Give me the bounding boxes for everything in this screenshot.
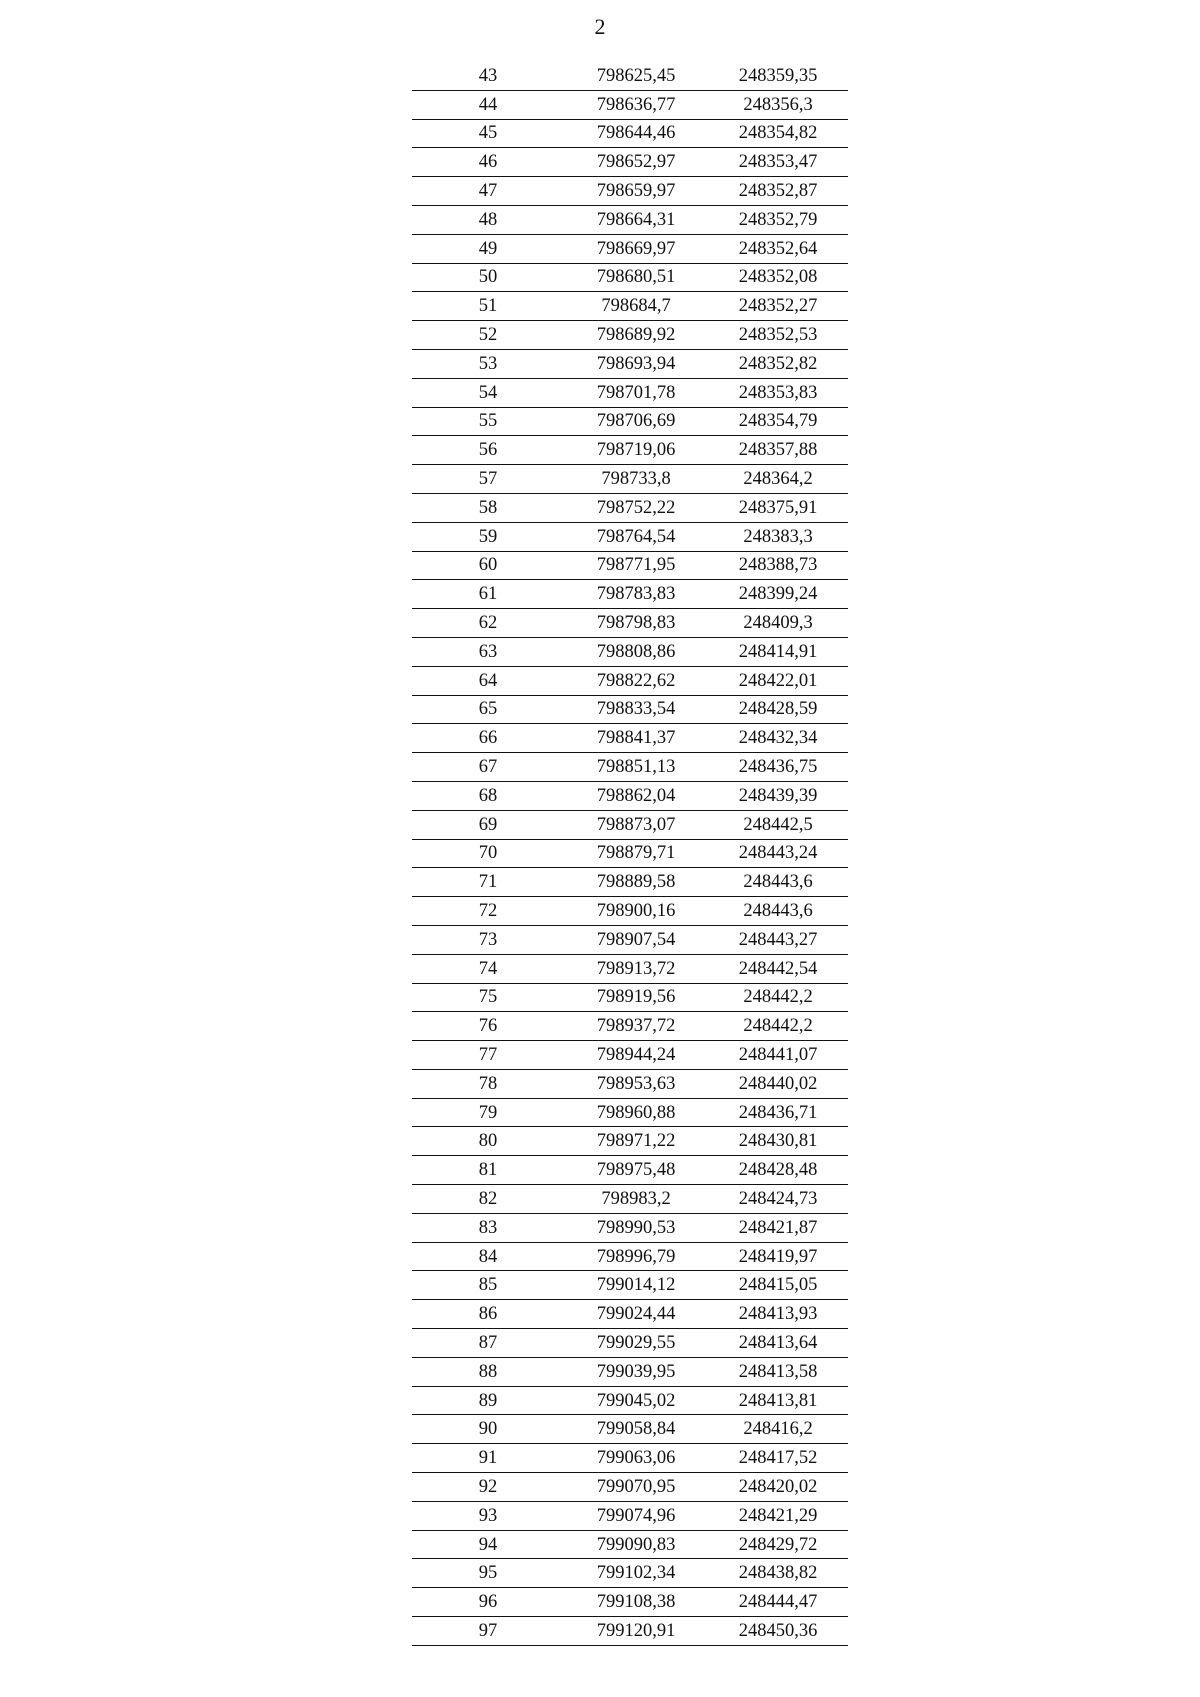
table-row xyxy=(412,1501,848,1530)
point-number-cell: 65 xyxy=(412,695,564,724)
point-number-cell: 69 xyxy=(412,810,564,839)
table-row xyxy=(412,925,848,954)
y-coordinate-cell: 248409,3 xyxy=(708,609,848,638)
point-number-cell: 95 xyxy=(412,1559,564,1588)
x-coordinate-cell: 798913,72 xyxy=(564,954,708,983)
table-row xyxy=(412,1588,848,1617)
x-coordinate-cell: 798669,97 xyxy=(564,234,708,263)
x-coordinate-cell: 798971,22 xyxy=(564,1127,708,1156)
point-number-cell: 63 xyxy=(412,637,564,666)
table-row xyxy=(412,1530,848,1559)
y-coordinate-cell: 248352,79 xyxy=(708,205,848,234)
page-number: 2 xyxy=(594,14,606,39)
point-number-cell: 88 xyxy=(412,1357,564,1386)
table-row xyxy=(412,205,848,234)
point-number-cell: 53 xyxy=(412,349,564,378)
y-coordinate-cell: 248424,73 xyxy=(708,1185,848,1214)
x-coordinate-cell: 798990,53 xyxy=(564,1213,708,1242)
y-coordinate-cell: 248375,91 xyxy=(708,493,848,522)
point-number-cell: 49 xyxy=(412,234,564,263)
x-coordinate-cell: 799108,38 xyxy=(564,1588,708,1617)
point-number-cell: 76 xyxy=(412,1012,564,1041)
point-number-cell: 72 xyxy=(412,897,564,926)
point-number-cell: 92 xyxy=(412,1473,564,1502)
point-number-cell: 60 xyxy=(412,551,564,580)
x-coordinate-cell: 798752,22 xyxy=(564,493,708,522)
x-coordinate-cell: 798719,06 xyxy=(564,436,708,465)
point-number-cell: 86 xyxy=(412,1300,564,1329)
point-number-cell: 74 xyxy=(412,954,564,983)
point-number-cell: 85 xyxy=(412,1271,564,1300)
point-number-cell: 83 xyxy=(412,1213,564,1242)
y-coordinate-cell: 248357,88 xyxy=(708,436,848,465)
point-number-cell: 55 xyxy=(412,407,564,436)
table-row xyxy=(412,1213,848,1242)
x-coordinate-cell: 798684,7 xyxy=(564,292,708,321)
table-row xyxy=(412,1300,848,1329)
point-number-cell: 56 xyxy=(412,436,564,465)
table-row xyxy=(412,1069,848,1098)
y-coordinate-cell: 248439,39 xyxy=(708,781,848,810)
point-number-cell: 90 xyxy=(412,1415,564,1444)
point-number-cell: 84 xyxy=(412,1242,564,1271)
table-row xyxy=(412,263,848,292)
point-number-cell: 89 xyxy=(412,1386,564,1415)
table-row xyxy=(412,1559,848,1588)
y-coordinate-cell: 248419,97 xyxy=(708,1242,848,1271)
y-coordinate-cell: 248430,81 xyxy=(708,1127,848,1156)
y-coordinate-cell: 248442,2 xyxy=(708,1012,848,1041)
y-coordinate-cell: 248443,6 xyxy=(708,897,848,926)
point-number-cell: 43 xyxy=(412,62,564,90)
x-coordinate-cell: 798862,04 xyxy=(564,781,708,810)
table-row xyxy=(412,292,848,321)
table-row xyxy=(412,349,848,378)
x-coordinate-cell: 798841,37 xyxy=(564,724,708,753)
y-coordinate-cell: 248443,27 xyxy=(708,925,848,954)
x-coordinate-cell: 798680,51 xyxy=(564,263,708,292)
x-coordinate-cell: 798733,8 xyxy=(564,465,708,494)
y-coordinate-cell: 248352,64 xyxy=(708,234,848,263)
y-coordinate-cell: 248421,87 xyxy=(708,1213,848,1242)
table-row xyxy=(412,1242,848,1271)
y-coordinate-cell: 248352,08 xyxy=(708,263,848,292)
y-coordinate-cell: 248352,82 xyxy=(708,349,848,378)
x-coordinate-cell: 798983,2 xyxy=(564,1185,708,1214)
table-row xyxy=(412,1185,848,1214)
point-number-cell: 54 xyxy=(412,378,564,407)
y-coordinate-cell: 248444,47 xyxy=(708,1588,848,1617)
x-coordinate-cell: 798996,79 xyxy=(564,1242,708,1271)
y-coordinate-cell: 248352,87 xyxy=(708,177,848,206)
x-coordinate-cell: 798783,83 xyxy=(564,580,708,609)
x-coordinate-cell: 799014,12 xyxy=(564,1271,708,1300)
y-coordinate-cell: 248450,36 xyxy=(708,1617,848,1646)
x-coordinate-cell: 798644,46 xyxy=(564,119,708,148)
table-row xyxy=(412,609,848,638)
point-number-cell: 70 xyxy=(412,839,564,868)
table-row xyxy=(412,436,848,465)
y-coordinate-cell: 248442,5 xyxy=(708,810,848,839)
y-coordinate-cell: 248352,27 xyxy=(708,292,848,321)
table-row xyxy=(412,1473,848,1502)
table-row xyxy=(412,1329,848,1358)
x-coordinate-cell: 798625,45 xyxy=(564,62,708,90)
table-row xyxy=(412,724,848,753)
y-coordinate-cell: 248416,2 xyxy=(708,1415,848,1444)
table-row xyxy=(412,234,848,263)
x-coordinate-cell: 798664,31 xyxy=(564,205,708,234)
table-row xyxy=(412,1098,848,1127)
table-row xyxy=(412,321,848,350)
table-row xyxy=(412,1012,848,1041)
table-row xyxy=(412,148,848,177)
point-number-cell: 66 xyxy=(412,724,564,753)
point-number-cell: 47 xyxy=(412,177,564,206)
x-coordinate-cell: 799070,95 xyxy=(564,1473,708,1502)
point-number-cell: 81 xyxy=(412,1156,564,1185)
point-number-cell: 48 xyxy=(412,205,564,234)
x-coordinate-cell: 799120,91 xyxy=(564,1617,708,1646)
point-number-cell: 45 xyxy=(412,119,564,148)
y-coordinate-cell: 248413,58 xyxy=(708,1357,848,1386)
x-coordinate-cell: 799063,06 xyxy=(564,1444,708,1473)
y-coordinate-cell: 248415,05 xyxy=(708,1271,848,1300)
x-coordinate-cell: 798652,97 xyxy=(564,148,708,177)
point-number-cell: 97 xyxy=(412,1617,564,1646)
table-row xyxy=(412,1415,848,1444)
x-coordinate-cell: 798889,58 xyxy=(564,868,708,897)
table-row xyxy=(412,1617,848,1646)
y-coordinate-cell: 248442,54 xyxy=(708,954,848,983)
y-coordinate-cell: 248364,2 xyxy=(708,465,848,494)
y-coordinate-cell: 248428,59 xyxy=(708,695,848,724)
x-coordinate-cell: 798636,77 xyxy=(564,90,708,119)
table-row xyxy=(412,839,848,868)
table-row xyxy=(412,695,848,724)
point-number-cell: 59 xyxy=(412,522,564,551)
point-number-cell: 78 xyxy=(412,1069,564,1098)
y-coordinate-cell: 248429,72 xyxy=(708,1530,848,1559)
table-row xyxy=(412,1444,848,1473)
x-coordinate-cell: 798701,78 xyxy=(564,378,708,407)
point-number-cell: 82 xyxy=(412,1185,564,1214)
y-coordinate-cell: 248420,02 xyxy=(708,1473,848,1502)
point-number-cell: 67 xyxy=(412,753,564,782)
table-row xyxy=(412,1156,848,1185)
table-row xyxy=(412,897,848,926)
point-number-cell: 51 xyxy=(412,292,564,321)
y-coordinate-cell: 248353,83 xyxy=(708,378,848,407)
point-number-cell: 96 xyxy=(412,1588,564,1617)
y-coordinate-cell: 248353,47 xyxy=(708,148,848,177)
y-coordinate-cell: 248428,48 xyxy=(708,1156,848,1185)
x-coordinate-cell: 798944,24 xyxy=(564,1041,708,1070)
y-coordinate-cell: 248414,91 xyxy=(708,637,848,666)
table-row xyxy=(412,1041,848,1070)
x-coordinate-cell: 799029,55 xyxy=(564,1329,708,1358)
point-number-cell: 91 xyxy=(412,1444,564,1473)
table-row xyxy=(412,90,848,119)
y-coordinate-cell: 248383,3 xyxy=(708,522,848,551)
point-number-cell: 87 xyxy=(412,1329,564,1358)
x-coordinate-cell: 798975,48 xyxy=(564,1156,708,1185)
point-number-cell: 77 xyxy=(412,1041,564,1070)
table-row xyxy=(412,378,848,407)
y-coordinate-cell: 248413,93 xyxy=(708,1300,848,1329)
point-number-cell: 68 xyxy=(412,781,564,810)
point-number-cell: 58 xyxy=(412,493,564,522)
coordinates-table xyxy=(412,62,848,1646)
point-number-cell: 50 xyxy=(412,263,564,292)
table-row xyxy=(412,62,848,90)
y-coordinate-cell: 248413,64 xyxy=(708,1329,848,1358)
y-coordinate-cell: 248443,24 xyxy=(708,839,848,868)
table-row xyxy=(412,177,848,206)
y-coordinate-cell: 248422,01 xyxy=(708,666,848,695)
table-row xyxy=(412,1271,848,1300)
point-number-cell: 71 xyxy=(412,868,564,897)
y-coordinate-cell: 248356,3 xyxy=(708,90,848,119)
x-coordinate-cell: 798798,83 xyxy=(564,609,708,638)
point-number-cell: 93 xyxy=(412,1501,564,1530)
table-row xyxy=(412,465,848,494)
x-coordinate-cell: 798937,72 xyxy=(564,1012,708,1041)
table-row xyxy=(412,119,848,148)
table-row xyxy=(412,781,848,810)
table-row xyxy=(412,551,848,580)
point-number-cell: 44 xyxy=(412,90,564,119)
y-coordinate-cell: 248417,52 xyxy=(708,1444,848,1473)
x-coordinate-cell: 798900,16 xyxy=(564,897,708,926)
y-coordinate-cell: 248441,07 xyxy=(708,1041,848,1070)
x-coordinate-cell: 799045,02 xyxy=(564,1386,708,1415)
x-coordinate-cell: 798706,69 xyxy=(564,407,708,436)
y-coordinate-cell: 248359,35 xyxy=(708,62,848,90)
x-coordinate-cell: 798907,54 xyxy=(564,925,708,954)
x-coordinate-cell: 798873,07 xyxy=(564,810,708,839)
point-number-cell: 62 xyxy=(412,609,564,638)
x-coordinate-cell: 798659,97 xyxy=(564,177,708,206)
y-coordinate-cell: 248440,02 xyxy=(708,1069,848,1098)
y-coordinate-cell: 248352,53 xyxy=(708,321,848,350)
point-number-cell: 75 xyxy=(412,983,564,1012)
table-row xyxy=(412,810,848,839)
table-row xyxy=(412,666,848,695)
y-coordinate-cell: 248388,73 xyxy=(708,551,848,580)
y-coordinate-cell: 248442,2 xyxy=(708,983,848,1012)
y-coordinate-cell: 248432,34 xyxy=(708,724,848,753)
table-row xyxy=(412,983,848,1012)
x-coordinate-cell: 798822,62 xyxy=(564,666,708,695)
point-number-cell: 94 xyxy=(412,1530,564,1559)
x-coordinate-cell: 798771,95 xyxy=(564,551,708,580)
point-number-cell: 46 xyxy=(412,148,564,177)
point-number-cell: 57 xyxy=(412,465,564,494)
table-row xyxy=(412,753,848,782)
x-coordinate-cell: 798693,94 xyxy=(564,349,708,378)
y-coordinate-cell: 248421,29 xyxy=(708,1501,848,1530)
x-coordinate-cell: 798960,88 xyxy=(564,1098,708,1127)
x-coordinate-cell: 798833,54 xyxy=(564,695,708,724)
point-number-cell: 80 xyxy=(412,1127,564,1156)
x-coordinate-cell: 798919,56 xyxy=(564,983,708,1012)
table-row xyxy=(412,1127,848,1156)
x-coordinate-cell: 799090,83 xyxy=(564,1530,708,1559)
x-coordinate-cell: 799074,96 xyxy=(564,1501,708,1530)
x-coordinate-cell: 798689,92 xyxy=(564,321,708,350)
table-row xyxy=(412,580,848,609)
point-number-cell: 79 xyxy=(412,1098,564,1127)
x-coordinate-cell: 799058,84 xyxy=(564,1415,708,1444)
x-coordinate-cell: 798851,13 xyxy=(564,753,708,782)
y-coordinate-cell: 248354,79 xyxy=(708,407,848,436)
y-coordinate-cell: 248413,81 xyxy=(708,1386,848,1415)
table-row xyxy=(412,637,848,666)
y-coordinate-cell: 248436,71 xyxy=(708,1098,848,1127)
x-coordinate-cell: 798879,71 xyxy=(564,839,708,868)
table-row xyxy=(412,1386,848,1415)
x-coordinate-cell: 799102,34 xyxy=(564,1559,708,1588)
x-coordinate-cell: 799024,44 xyxy=(564,1300,708,1329)
point-number-cell: 64 xyxy=(412,666,564,695)
y-coordinate-cell: 248399,24 xyxy=(708,580,848,609)
x-coordinate-cell: 799039,95 xyxy=(564,1357,708,1386)
y-coordinate-cell: 248438,82 xyxy=(708,1559,848,1588)
y-coordinate-cell: 248443,6 xyxy=(708,868,848,897)
y-coordinate-cell: 248436,75 xyxy=(708,753,848,782)
x-coordinate-cell: 798953,63 xyxy=(564,1069,708,1098)
point-number-cell: 52 xyxy=(412,321,564,350)
table-row xyxy=(412,1357,848,1386)
table-row xyxy=(412,522,848,551)
table-row xyxy=(412,868,848,897)
point-number-cell: 73 xyxy=(412,925,564,954)
table-row xyxy=(412,407,848,436)
table-row xyxy=(412,493,848,522)
point-number-cell: 61 xyxy=(412,580,564,609)
coordinates-table-body xyxy=(412,62,848,1645)
table-row xyxy=(412,954,848,983)
x-coordinate-cell: 798808,86 xyxy=(564,637,708,666)
y-coordinate-cell: 248354,82 xyxy=(708,119,848,148)
x-coordinate-cell: 798764,54 xyxy=(564,522,708,551)
